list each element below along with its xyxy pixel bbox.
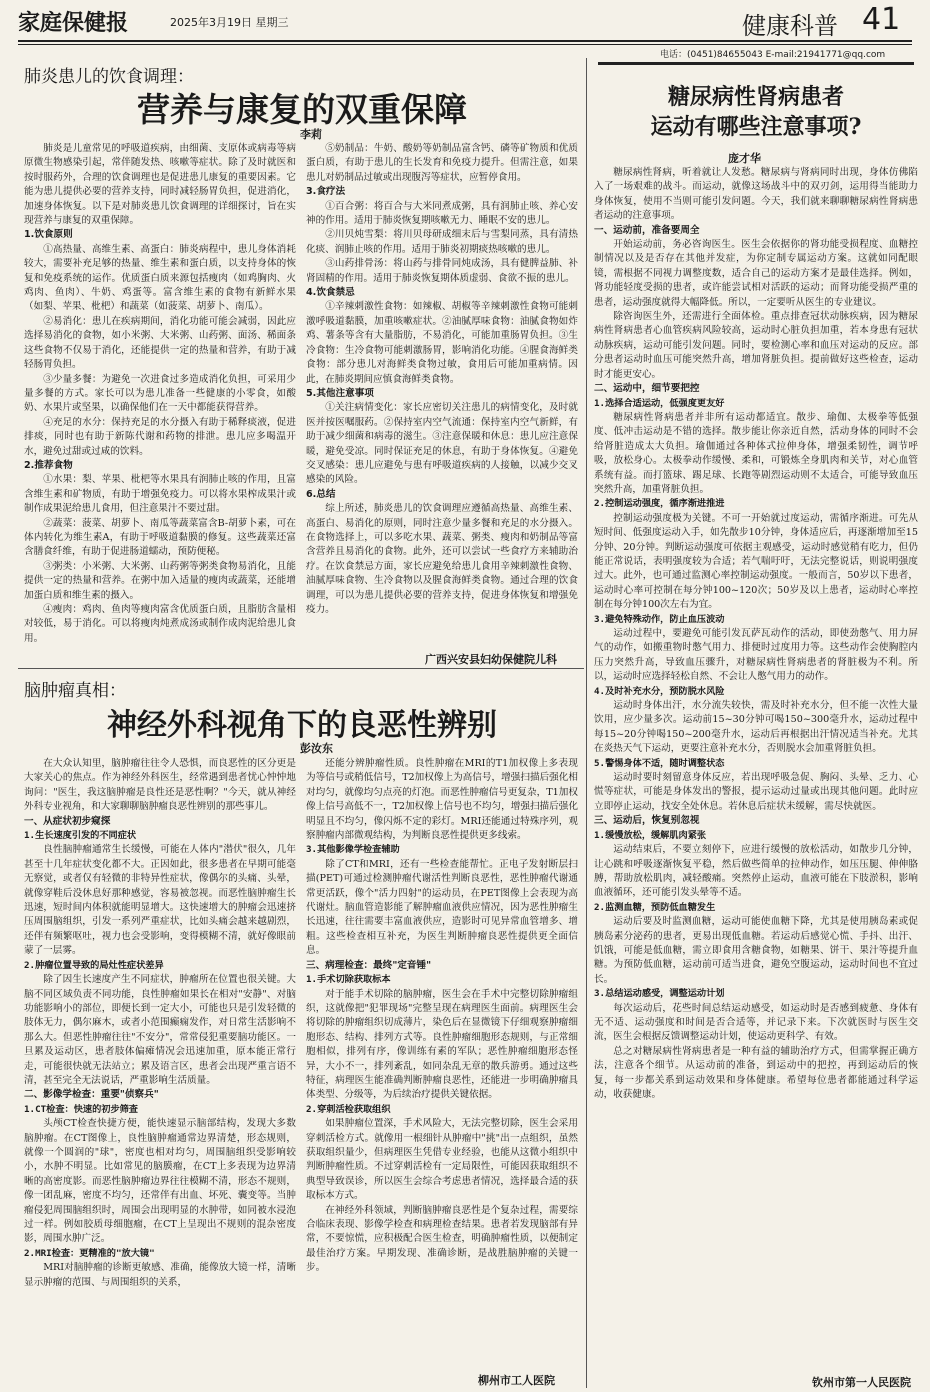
paragraph: ①关注病情变化：家长应密切关注患儿的病情变化，及时就医并按医嘱服药。②保持室内空气流通：保持室内空气新鲜，有助于减少细菌和病毒的滋生。③注意保暖和休息：患儿应注意保暖，避免受凉。同时保证充足的休息，有助于身体恢复。④避免交叉感染：患儿应避免与患有呼吸道疾病的人接触，以减少交叉感染的风险。: [306, 402, 578, 486]
section-heading: 三、运动后，恢复别忽视: [594, 815, 700, 827]
paragraph: 运动结束后，不要立刻停下，应进行缓慢的放松活动，如散步几分钟，让心跳和呼吸逐渐恢复平稳，然后做些简单的拉伸动作，如压压腿、伸伸胳膊，帮助放松肌肉，减轻酸痛。突然停止运动，血液可能在下肢淤积，影响血液循环，还可能引发头晕等不适。: [594, 844, 918, 899]
article2-kicker: 脑肿瘤真相：: [24, 681, 126, 701]
paragraph: 除咨询医生外，还需进行全面体检。重点排查冠状动脉疾病，因为糖尿病性肾病患者心血管疾病风险较高，运动时心脏负担加重，若本身患有冠状动脉疾病，运动可能引发问题。同时，要检测心率和血压对运动的反应。部分患者运动时血压可能突然升高，增加肾脏负担。提前做好这些检查，运动时才能更安心。: [594, 311, 918, 380]
paragraph: 肺炎是儿童常见的呼吸道疾病，由细菌、支原体或病毒等病原微生物感染引起，常伴随发热、咳嗽等症状。除了及时就医和按时服药外，合理的饮食调理也是促进患儿康复的重要因素。它能为患儿提供必要的营养支持，同时减轻肠胃负担，促进消化，加速身体恢复。以下是对肺炎患儿饮食调理的详细探讨，旨在实现营养与康复的双重保障。: [24, 143, 296, 227]
article1-title: 营养与康复的双重保障: [137, 90, 467, 129]
paragraph: 运动后要及时监测血糖，运动可能使血糖下降，尤其是使用胰岛素或促胰岛素分泌药的患者，更易出现低血糖。若运动后感觉心慌、手抖、出汗、饥饿，可能是低血糖，需立即食用含糖食物，如糖果、饼干、果汁等提升血糖。为预防低血糖，运动前可适当进食，避免空腹运动，运动时间也不宜过长。: [594, 916, 918, 985]
paragraph: 头颅CT检查快捷方便，能快速显示脑部结构，发现大多数脑肿瘤。在CT图像上，良性脑肿瘤通常边界清楚，形态规则，就像一个圆润的"球"，密度也相对均匀，周围脑组织受影响较小，水肿不明显。比如常见的脑膜瘤，在CT上多表现为边界清晰的高密度影。而恶性脑肿瘤边界往往模糊不清，形态不规则，像一团乱麻，密度不均匀，还常伴有出血、坏死、囊变等。当肿瘤侵犯周围脑组织时，周围会出现明显的水肿带，如同被水浸泡过一样。例如胶质母细胞瘤，在CT上呈现出不规则的混杂密度影，周围水肿广泛。: [24, 1118, 296, 1245]
article3-title-line2: 运动有哪些注意事项?: [650, 114, 862, 140]
section-heading: 6.总结: [306, 488, 336, 500]
paragraph: MRI对脑肿瘤的诊断更敏感、准确，能像放大镜一样，清晰显示肿瘤的范围、与周围组织的关系，: [24, 1262, 296, 1288]
sub-heading: 2.穿刺活检获取组织: [306, 1103, 391, 1115]
paragraph: ②易消化：患儿在疾病期间，消化功能可能会减弱，因此应选择易消化的食物，如小米粥、大米粥、山药粥、面汤、稀面条这些食物不仅易于消化，还能提供一定的热量和营养，有助于减轻肠胃负担。: [24, 315, 296, 371]
article1-column-1: [24, 142, 296, 664]
section-heading: 1.饮食原则: [24, 229, 73, 241]
article-divider: [18, 668, 584, 669]
sub-heading: 1.手术切除获取标本: [306, 974, 391, 986]
paragraph: ③粥类：小米粥、大米粥、山药粥等粥类食物易消化，且能提供一定的热量和营养。在粥中加入适量的瘦肉或蔬菜，还能增加蛋白质和维生素的摄入。: [24, 560, 296, 601]
paragraph: 糖尿病性肾病患者并非所有运动都适宜。散步、瑜伽、太极拳等低强度、低冲击运动是不错的选择。散步能让你亲近自然，活动身体的同时不会给肾脏造成太大负担。瑜伽通过各种体式拉伸身体，增强柔韧性，调节呼吸，放松身心。太极拳动作缓慢、柔和，可锻炼全身肌肉和关节，对心血管系统有益。而打篮球、踢足球、长跑等剧烈运动则不太适合，可能导致血压突然升高，加重肾脏负担。: [594, 411, 918, 495]
masthead-rule: [18, 40, 912, 42]
paragraph: 总之对糖尿病性肾病患者是一种有益的辅助治疗方式，但需掌握正确方法，注意各个细节。从运动前的准备，到运动中的把控，再到运动后的恢复，每一步都关系到运动效果和身体健康。希望每位患者都能通过科学运动，收获健康。: [594, 1045, 918, 1100]
sub-heading: 1.CT检查：快速的初步筛查: [24, 1103, 138, 1115]
paragraph: 每次运动后，花些时间总结运动感受，如运动时是否感到疲惫、身体有无不适、运动强度和时间是否合适等，并记录下来。下次就医时与医生交流，医生会根据反馈调整运动计划，使运动更科学、有效。: [594, 1002, 918, 1043]
paragraph: ⑤奶制品：牛奶、酸奶等奶制品富含钙、磷等矿物质和优质蛋白质，有助于患儿的生长发育和免疫力提升。但需注意，如果患儿对奶制品过敏或出现腹泻等症状，应暂停食用。: [306, 143, 578, 183]
paragraph: 运动时身体出汗，水分流失较快，需及时补充水分，但不能一次性大量饮用，应少量多次。运动前15~30分钟可喝150~300毫升水，运动过程中每15~20分钟喝150~200毫升水，运动后再根据出汗情况适当补充。尤其在炎热天气下运动，更要注意补充水分，否则脱水会加重肾脏负担。: [594, 700, 918, 755]
article1-kicker: 肺炎患儿的饮食调理：: [24, 67, 194, 87]
article3-author: 庞才华: [728, 152, 761, 165]
section-heading: 一、运动前，准备要周全: [594, 224, 700, 236]
paragraph: 除了因生长速度产生不同症状，肿瘤所在位置也很关键。大脑不同区域负责不同功能，良性肿瘤如果长在相对"安静"、对脑功能影响小的部位，即便长到一定大小，可能也只是引发轻微的肢体无力，偶尔麻木，或者小范围癫痫发作，对日常生活影响不那么大。但恶性肿瘤往往"不安分"，常常侵犯重要脑功能区。一旦累及运动区，患者肢体偏瘫情况会迅速加重，原本能正常行走，可能很快就无法站立；累及语言区，患者会出现严重言语不清，甚至完全无法说话，严重影响生活质量。: [24, 974, 296, 1086]
paper-name: 家庭保健报: [18, 11, 129, 36]
sub-heading: 2.肿瘤位置导致的局灶性症状差异: [24, 959, 164, 971]
sub-heading: 1.选择合适运动，低强度更友好: [594, 397, 725, 409]
article2-author: 彭汝东: [300, 742, 333, 755]
article3-title-line1: 糖尿病性肾病患者: [667, 84, 844, 110]
contact-line: 电话：(0451)84655043 E-mail:21941771@qq.com: [660, 50, 886, 60]
paragraph: 运动时要时刻留意身体反应，若出现呼吸急促、胸闷、头晕、乏力、心慌等症状，可能是身体发出的警报，提示运动过量或出现其他问题。此时应立即停止运动，找安全处休息。若休息后症状未缓解，需尽快就医。: [594, 772, 918, 812]
sub-heading: 1.缓慢放松，缓解肌肉紧张: [594, 829, 707, 841]
section-heading: 2.推荐食物: [24, 459, 73, 471]
paragraph: ①辛辣刺激性食物：如辣椒、胡椒等辛辣刺激性食物可能刺激呼吸道黏膜，加重咳嗽症状。②油腻厚味食物：油腻食物如炸鸡、薯条等含有大量脂肪，不易消化，可能加重肠胃负担。③生冷食物：生冷食物可能刺激肠胃，影响消化功能。④腥食海鲜类食物：部分患儿对海鲜类食物过敏，食用后可能加重病情。因此，在肺炎期间应慎食海鲜类食物。: [306, 301, 578, 385]
article1-source: 广西兴安县妇幼保健院儿科: [425, 653, 557, 666]
sub-heading: 2.控制运动强度，循序渐进推进: [594, 498, 725, 510]
article2-column-1: [24, 757, 296, 1389]
paragraph: ③山药排骨汤：将山药与排骨同炖成汤，具有健脾益肺、补肾固精的作用。适用于肺炎恢复期体质虚弱、食欲不振的患儿。: [306, 258, 578, 284]
paragraph: 开始运动前，务必咨询医生。医生会依据你的肾功能受损程度、血糖控制情况以及是否存在其他并发症，为你定制专属运动方案。这就如同配眼镜，需根据不同视力调整度数，适合自己的运动方案才是最佳选择。例如，肾功能轻度受损的患者，或许能尝试相对活跃的运动；而肾功能受损严重的患者，运动强度就得大幅降低。所以，一定要听从医生的专业建议。: [594, 239, 918, 308]
article2-title: 神经外科视角下的良恶性辨别: [107, 708, 497, 743]
article3-title: [598, 82, 914, 142]
paragraph: 控制运动强度极为关键。不可一开始就过度运动，需循序渐进。可先从短时间、低强度运动入手，如先散步10分钟，身体适应后，再逐渐增加至15分钟、20分钟。判断运动强度可依据主观感受，运动时感觉稍有吃力，但仍能正常说话，表明强度较为合适；若气喘吁吁，无法完整说话，则说明强度过大。此外，也可通过监测心率控制运动强度。一般而言，50岁以下患者，运动时心率可控制在每分钟100~120次；50岁及以上患者，运动时心率控制在每分钟100次左右为宜。: [594, 512, 918, 611]
sub-heading: 3.总结运动感受，调整运动计划: [594, 988, 725, 1000]
article1-author: 李莉: [300, 128, 322, 141]
paragraph: 运动过程中，要避免可能引发瓦萨瓦动作的活动，即使劲憋气、用力屏气的动作，如搬重物时憋气用力、排便时过度用力等。这些动作会使胸腔内压力突然升高，导致血压骤升，对糖尿病性肾病患者的肾脏极为不利。所以，运动时应选择轻松自然、不会让人憋气用力的动作。: [594, 628, 918, 683]
paragraph: 还能分辨肿瘤性质。良性肿瘤在MRI的T1加权像上多表现为等信号或稍低信号，T2加权像上为高信号，增强扫描后强化相对均匀，就像均匀点亮的灯泡。而恶性肿瘤信号更复杂，T1加权像上信号高低不一，T2加权像上信号也不均匀，增强扫描后强化明显且不均匀，像闪烁不定的彩灯。MRI还能通过特殊序列，观察肿瘤内部微观结构，为判断良恶性提供更多线索。: [306, 758, 578, 842]
sub-heading: 2.监测血糖，预防低血糖发生: [594, 901, 716, 913]
paragraph: ②蔬菜：菠菜、胡萝卜、南瓜等蔬菜富含B-胡萝卜素，可在体内转化为维生素A，有助于呼吸道黏膜的修复。这些蔬菜还富含膳食纤维，有助于促进肠道蠕动，预防便秘。: [24, 517, 296, 558]
paragraph: 糖尿病性肾病，听着就让人发愁。糖尿病与肾病同时出现，身体仿佛陷入了一场艰难的战斗。而运动，就像这场战斗中的双刃剑，运用得当能助力身体恢复，使用不当则可能引发问题。今天，我们就来聊聊糖尿病性肾病患者运动的注意事项。: [594, 167, 918, 222]
section-heading: 3.食疗法: [306, 186, 346, 198]
article3-body: [594, 166, 918, 1370]
paragraph: ②川贝炖雪梨：将川贝母研成细末后与雪梨同蒸，具有清热化痰、润肺止咳的作用。适用于肺炎初期痰热咳嗽的患儿。: [306, 229, 578, 255]
sub-heading: 3.其他影像学检查辅助: [306, 844, 400, 856]
article3-source: 钦州市第一人民医院: [812, 1376, 911, 1389]
article2-source: 柳州市工人医院: [478, 1374, 555, 1387]
masthead: [0, 0, 930, 44]
paragraph: 在大众认知里，脑肿瘤往往令人恐惧，而良恶性的区分更是大家关心的焦点。作为神经外科医生，经常遇到患者忧心忡忡地询问："医生，我这脑肿瘤是良性还是恶性啊？"今天，就从神经外科专业视角，和大家聊聊脑肿瘤良恶性辨别的那些事儿。: [24, 758, 296, 813]
paragraph: 良性脑肿瘤通常生长缓慢，可能在人体内"潜伏"很久，几年甚至十几年症状变化都不大。正因如此，很多患者在早期可能毫无察觉，或者仅有轻微的非特异性症状，像偶尔的头痛、头晕，就像穿鞋后没休息好那种感觉，容易被忽视。而恶性脑肿瘤生长迅速，短时间内体积就能明显增大。这快速增大的肿瘤会迅速挤压周围脑组织，引发一系列严重症状，比如头痛会越来越剧烈，还伴有频繁呕吐，视力也会受影响，变得模糊不清，就好像眼前蒙了一层雾。: [24, 844, 296, 957]
column-divider: [586, 58, 587, 1388]
section-heading: 三、病理检查：最终"定音锤": [306, 959, 432, 971]
paragraph: 除了CT和MRI，还有一些检查能帮忙。正电子发射断层扫描(PET)可通过检测肿瘤代谢活性判断良恶性，恶性肿瘤代谢通常更活跃，像个"活力四射"的运动员，在PET图像上会表现为高代谢灶。脑血管造影能了解肿瘤血液供应情况，因为恶性肿瘤生长迅速，往往需要丰富血液供应，造影时可见异常血管增多、增粗。这些检查相互补充，为医生判断肿瘤良恶性提供更全面信息。: [306, 858, 578, 957]
sub-heading: 5.警惕身体不适，随时调整状态: [594, 757, 725, 769]
article2-column-2: [306, 757, 578, 1369]
section-heading: 二、影像学检查：重要"侦察兵": [24, 1089, 159, 1101]
paragraph: 在神经外科领域，判断脑肿瘤良恶性是个复杂过程，需要综合临床表现、影像学检查和病理检查结果。患者若发现脑部有异常，不要惊慌，应积极配合医生检查，明确肿瘤性质，以便制定最佳治疗方案。早期发现、准确诊断，是战胜脑肿瘤的关键一步。: [306, 1204, 578, 1274]
paragraph: ④瘦肉：鸡肉、鱼肉等瘦肉富含优质蛋白质，且脂肪含量相对较低，易于消化。可以将瘦肉炖煮成汤或制作成肉泥给患儿食用。: [24, 604, 296, 644]
sub-heading: 4.及时补充水分，预防脱水风险: [594, 685, 725, 697]
sub-heading: 3.避免特殊动作，防止血压波动: [594, 613, 725, 625]
article1-column-2: [306, 142, 578, 642]
paragraph: ①水果：梨、苹果、枇杷等水果具有润肺止咳的作用，且富含维生素和矿物质，有助于增强免疫力。可以将水果榨成果汁或制作成果泥给患儿食用，但注意果汁不要过甜。: [24, 474, 296, 515]
paragraph: ①高热量、高维生素、高蛋白：肺炎病程中，患儿身体消耗较大，需要补充足够的热量、维生素和蛋白质，以支持身体的恢复和免疫系统的运作。优质蛋白质来源包括瘦肉（如鸡胸肉、火鸡肉、鱼肉）、牛奶、鸡蛋等。富含维生素的食物有新鲜水果（如梨、苹果、枇杷）和蔬菜（如菠菜、胡萝卜、南瓜）。: [24, 243, 296, 313]
section-heading: 一、从症状初步窥探: [24, 815, 111, 827]
sub-heading: 1.生长速度引发的不同症状: [24, 830, 137, 842]
issue-date: 2025年3月19日 星期三: [170, 16, 289, 29]
paragraph: 综上所述，肺炎患儿的饮食调理应遵循高热量、高维生素、高蛋白、易消化的原则，同时注意少量多餐和充足的水分摄入。在食物选择上，可以多吃水果、蔬菜、粥类、瘦肉和奶制品等富含营养且易消化的食物。此外，还可以尝试一些食疗方来辅助治疗。在饮食禁忌方面，家长应避免给患儿食用辛辣刺激性食物、油腻厚味食物、生冷食物以及腥食海鲜类食物。通过合理的饮食调理，可以为患儿提供必要的营养支持，促进身体恢复和增强免疫力。: [306, 503, 578, 615]
paragraph: 对于能手术切除的脑肿瘤，医生会在手术中完整切除肿瘤组织，这就像把"犯罪现场"完整呈现在病理医生面前。病理医生会将切除的肿瘤组织切成薄片，染色后在显微镜下仔细观察肿瘤细胞形态、结构、排列方式等。良性肿瘤细胞形态规则，与正常细胞相似，排列有序，像训练有素的军队；恶性肿瘤细胞形态怪异，大小不一，排列紊乱，如同杂乱无章的散兵游勇。通过这些特征，病理医生能准确判断肿瘤良恶性，还能进一步明确肿瘤具体类型、分级等，为后续治疗提供关键依据。: [306, 988, 578, 1101]
page-number: 41: [862, 2, 901, 37]
sub-heading: 2.MRI检查：更精准的"放大镜": [24, 1247, 155, 1259]
section-heading: 二、运动中，细节要把控: [594, 383, 700, 395]
paragraph: ④充足的水分：保持充足的水分摄入有助于稀释痰液，促进排痰，同时也有助于新陈代谢和药物的排泄。患儿应多喝温开水，避免过甜或过咸的饮料。: [24, 416, 296, 457]
paragraph: ③少量多餐：为避免一次进食过多造成消化负担，可采用少量多餐的方式。家长可以为患儿准备一些健康的小零食，如酸奶、水果片或坚果，以确保他们在一天中都能获得营养。: [24, 373, 296, 414]
paragraph: ①百合粥：将百合与大米同煮成粥，具有润肺止咳、养心安神的作用。适用于肺炎恢复期咳嗽无力、睡眠不安的患儿。: [306, 200, 578, 227]
section-heading: 5.其他注意事项: [306, 387, 374, 399]
section-name: 健康科普: [742, 12, 838, 40]
paragraph: 如果肿瘤位置深，手术风险大，无法完整切除，医生会采用穿刺活检方式。就像用一根细针从肿瘤中"挑"出一点组织，虽然获取组织量少，但病理医生凭借专业经验，也能从这微小组织中判断肿瘤性质。不过穿刺活检有一定局限性，可能因获取组织不典型导致误诊，所以医生会综合考虑患者情况，选择最合适的获取标本方式。: [306, 1118, 578, 1202]
sidebar-rule: [598, 62, 914, 65]
section-heading: 4.饮食禁忌: [306, 287, 355, 299]
masthead-rule-thin: [18, 44, 912, 45]
